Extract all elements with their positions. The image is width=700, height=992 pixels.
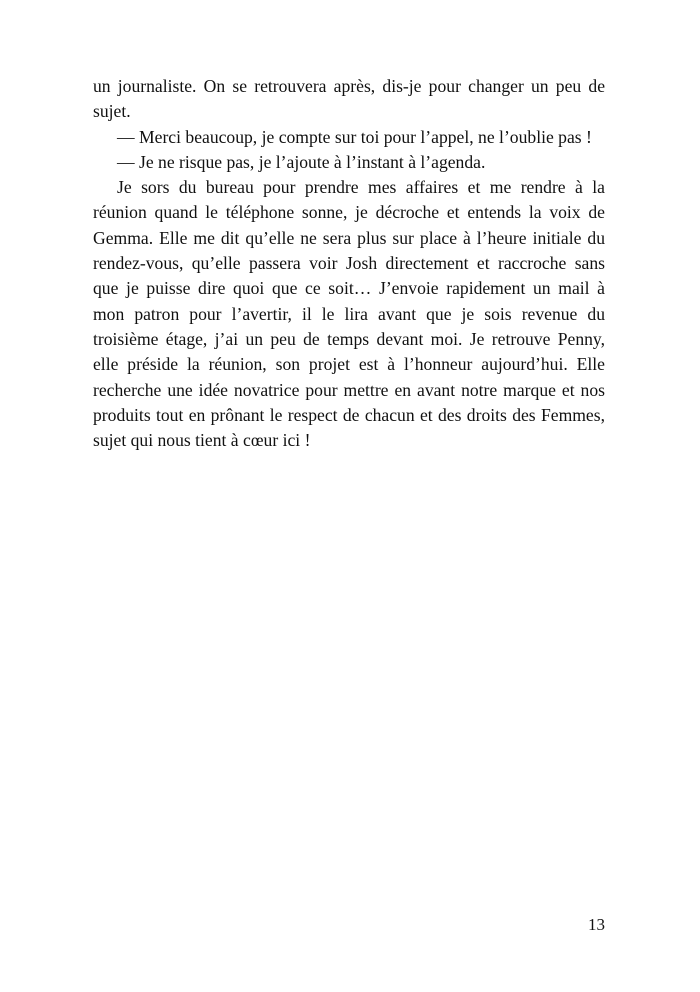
page-number: 13: [588, 915, 605, 934]
paragraph-line-3: Gemma. Elle me dit qu’elle ne sera plus sur place à l’heure initiale du: [93, 227, 605, 248]
paragraph-line-1: Je sors du bureau pour prendre mes affaires et me rendre à la: [117, 177, 605, 198]
paragraph-line-4: rendez-vous, qu’elle passera voir Josh directement et raccroche sans: [93, 253, 605, 274]
paragraph-line-9: recherche une idée novatrice pour mettre en avant notre marque et nos: [93, 379, 605, 400]
text-line-2: sujet.: [93, 101, 131, 122]
paragraph-line-10: produits tout en prônant le respect de chacun et des droits des Femmes,: [93, 404, 605, 425]
body-text: [93, 74, 605, 453]
paragraph-line-8: elle préside la réunion, son projet est à l’honneur aujourd’hui. Elle: [93, 354, 605, 375]
paragraph-line-2: réunion quand le téléphone sonne, je décroche et entends la voix de: [93, 202, 605, 223]
dialogue-line-1: — Merci beaucoup, je compte sur toi pour l’appel, ne l’oublie pas !: [117, 126, 592, 147]
paragraph-line-6: mon patron pour l’avertir, il le lira avant que je sois revenue du: [93, 303, 605, 324]
text-line-1: un journaliste. On se retrouvera après, dis-je pour changer un peu de: [93, 76, 605, 96]
paragraph-line-5: que je puisse dire quoi que ce soit… J’envoie rapidement un mail à: [93, 278, 605, 299]
dialogue-line-2: — Je ne risque pas, je l’ajoute à l’instant à l’agenda.: [117, 151, 486, 172]
paragraph-line-7: troisième étage, j’ai un peu de temps devant moi. Je retrouve Penny,: [93, 328, 605, 349]
paragraph-line-11: sujet qui nous tient à cœur ici !: [93, 430, 311, 451]
